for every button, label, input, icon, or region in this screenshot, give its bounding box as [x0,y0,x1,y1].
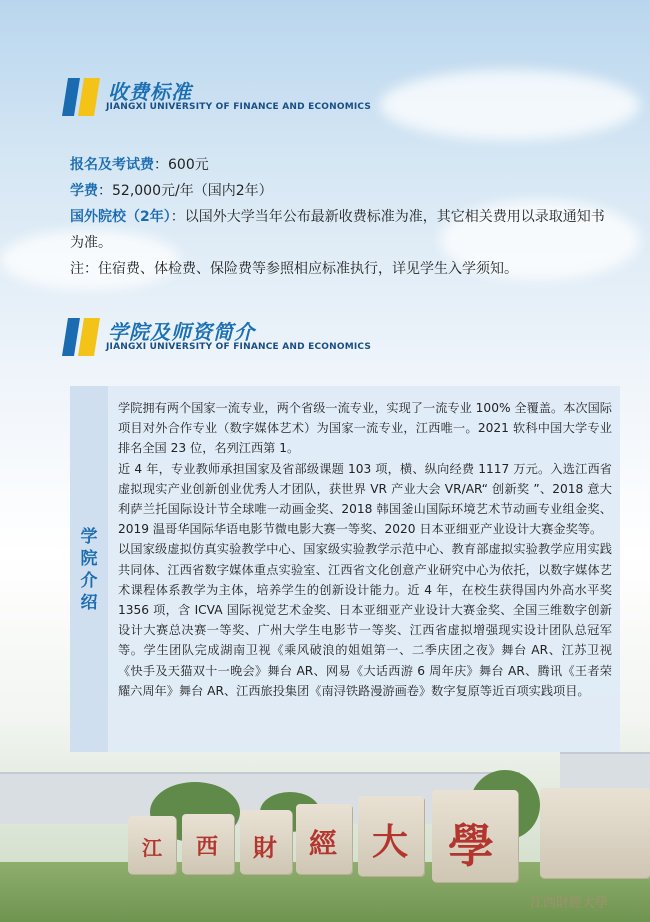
campus-stone [296,804,352,874]
registration-fee-value: ：600元 [154,157,209,173]
intro-paragraph: 以国家级虚拟仿真实验教学中心、国家级实验教学示范中心、教育部虚拟实验教学应用实践共同体、江西省数字媒体重点实验室、江西省文化创意产业研究中心为依托，以数字媒体艺术课程体系教学为主体，培养学生的创新设计能力。近 4 年，在校生获得国内外高水平奖 1356 项，含 ICVA 国际视觉艺术金奖、日本亚细亚产业设计大赛金奖、全国三维数字创新设计大赛总决赛一等奖、广州大学生电影节一等奖、江西省虚拟增强现实设计团队总冠军等。学生团队完成湖南卫视《乘风破浪的姐姐第一、二季庆团之夜》舞台 AR、江苏卫视《快手及天猫双十一晚会》舞台 AR、网易《大话西游 6 周年庆》舞台 AR、腾讯《王者荣耀六周年》舞台 AR、江西旅投集团《南浔铁路漫游画卷》数字复原等近百项实践项目。 [118,542,612,698]
fees-note: 注：住宿费、体检费、保险费等参照相应标准执行，详见学生入学须知。 [70,261,518,277]
fees-section-title: 收费标准 [108,80,192,104]
registration-fee-label: 报名及考试费 [70,157,154,173]
tuition-label: 学费 [70,183,98,199]
campus-stone [240,810,292,874]
tuition-line [70,178,610,204]
college-intro-tab [70,386,108,752]
college-section-title: 学院及师资简介 [108,320,255,344]
registration-fee-line [70,152,610,178]
campus-stone [432,790,518,882]
fees-content [70,152,610,282]
section-logo-icon [62,76,102,118]
stone-character: 學 [448,819,494,873]
campus-stone [128,816,176,874]
college-intro-text [118,398,612,701]
college-intro-tab-label: 学院介绍 [80,527,98,613]
campus-photo [0,752,650,922]
overseas-fee-value: ：以国外大学当年公布最新收费标准为准，其它相关费用以录取通知书为准。 [70,209,605,251]
campus-stone [540,788,650,878]
college-intro-box [70,386,620,752]
fees-section-subtitle: JIANGXI UNIVERSITY OF FINANCE AND ECONOMICS [106,102,372,112]
stone-character: 江 [142,836,162,860]
college-section-subtitle: JIANGXI UNIVERSITY OF FINANCE AND ECONOMICS [106,342,372,352]
campus-stone [358,796,424,876]
university-seal-text: 江西財經大學 [530,896,609,911]
intro-paragraph: 近 4 年，专业教师承担国家及省部级课题 103 项，横、纵向经费 1117 万元。入选江西省虚拟现实产业创新创业优秀人才团队，获世界 VR 产业大会 VR/AR“ 创新奖 ”、2018 意大利萨兰托国际设计节全球唯一动画金奖、2018 韩国釜山国际环境艺术节动画专业组金奖、2019 温哥华国际华语电影节微电影大赛一等奖、2020 日本亚细亚产业设计大赛金奖等。 [118,461,612,537]
college-section-header [62,316,462,366]
stone-character: 經 [309,827,338,860]
campus-stone [182,814,234,874]
stone-character: 大 [372,821,409,863]
overseas-fee-line [70,204,610,256]
fees-section-header [62,76,462,126]
stone-character: 財 [253,833,277,862]
intro-paragraph: 学院拥有两个国家一流专业，两个省级一流专业，实现了一流专业 100% 全覆盖。本次国际项目对外合作专业（数字媒体艺术）为国家一流专业，江西唯一。2021 软科中国大学专业排名全国 23 位，名列江西第 1。 [118,401,612,456]
section-logo-icon [62,316,102,358]
stone-character: 西 [196,834,219,860]
tuition-value: ：52,000元/年（国内2年） [98,183,273,199]
overseas-fee-label: 国外院校（2年） [70,209,171,225]
